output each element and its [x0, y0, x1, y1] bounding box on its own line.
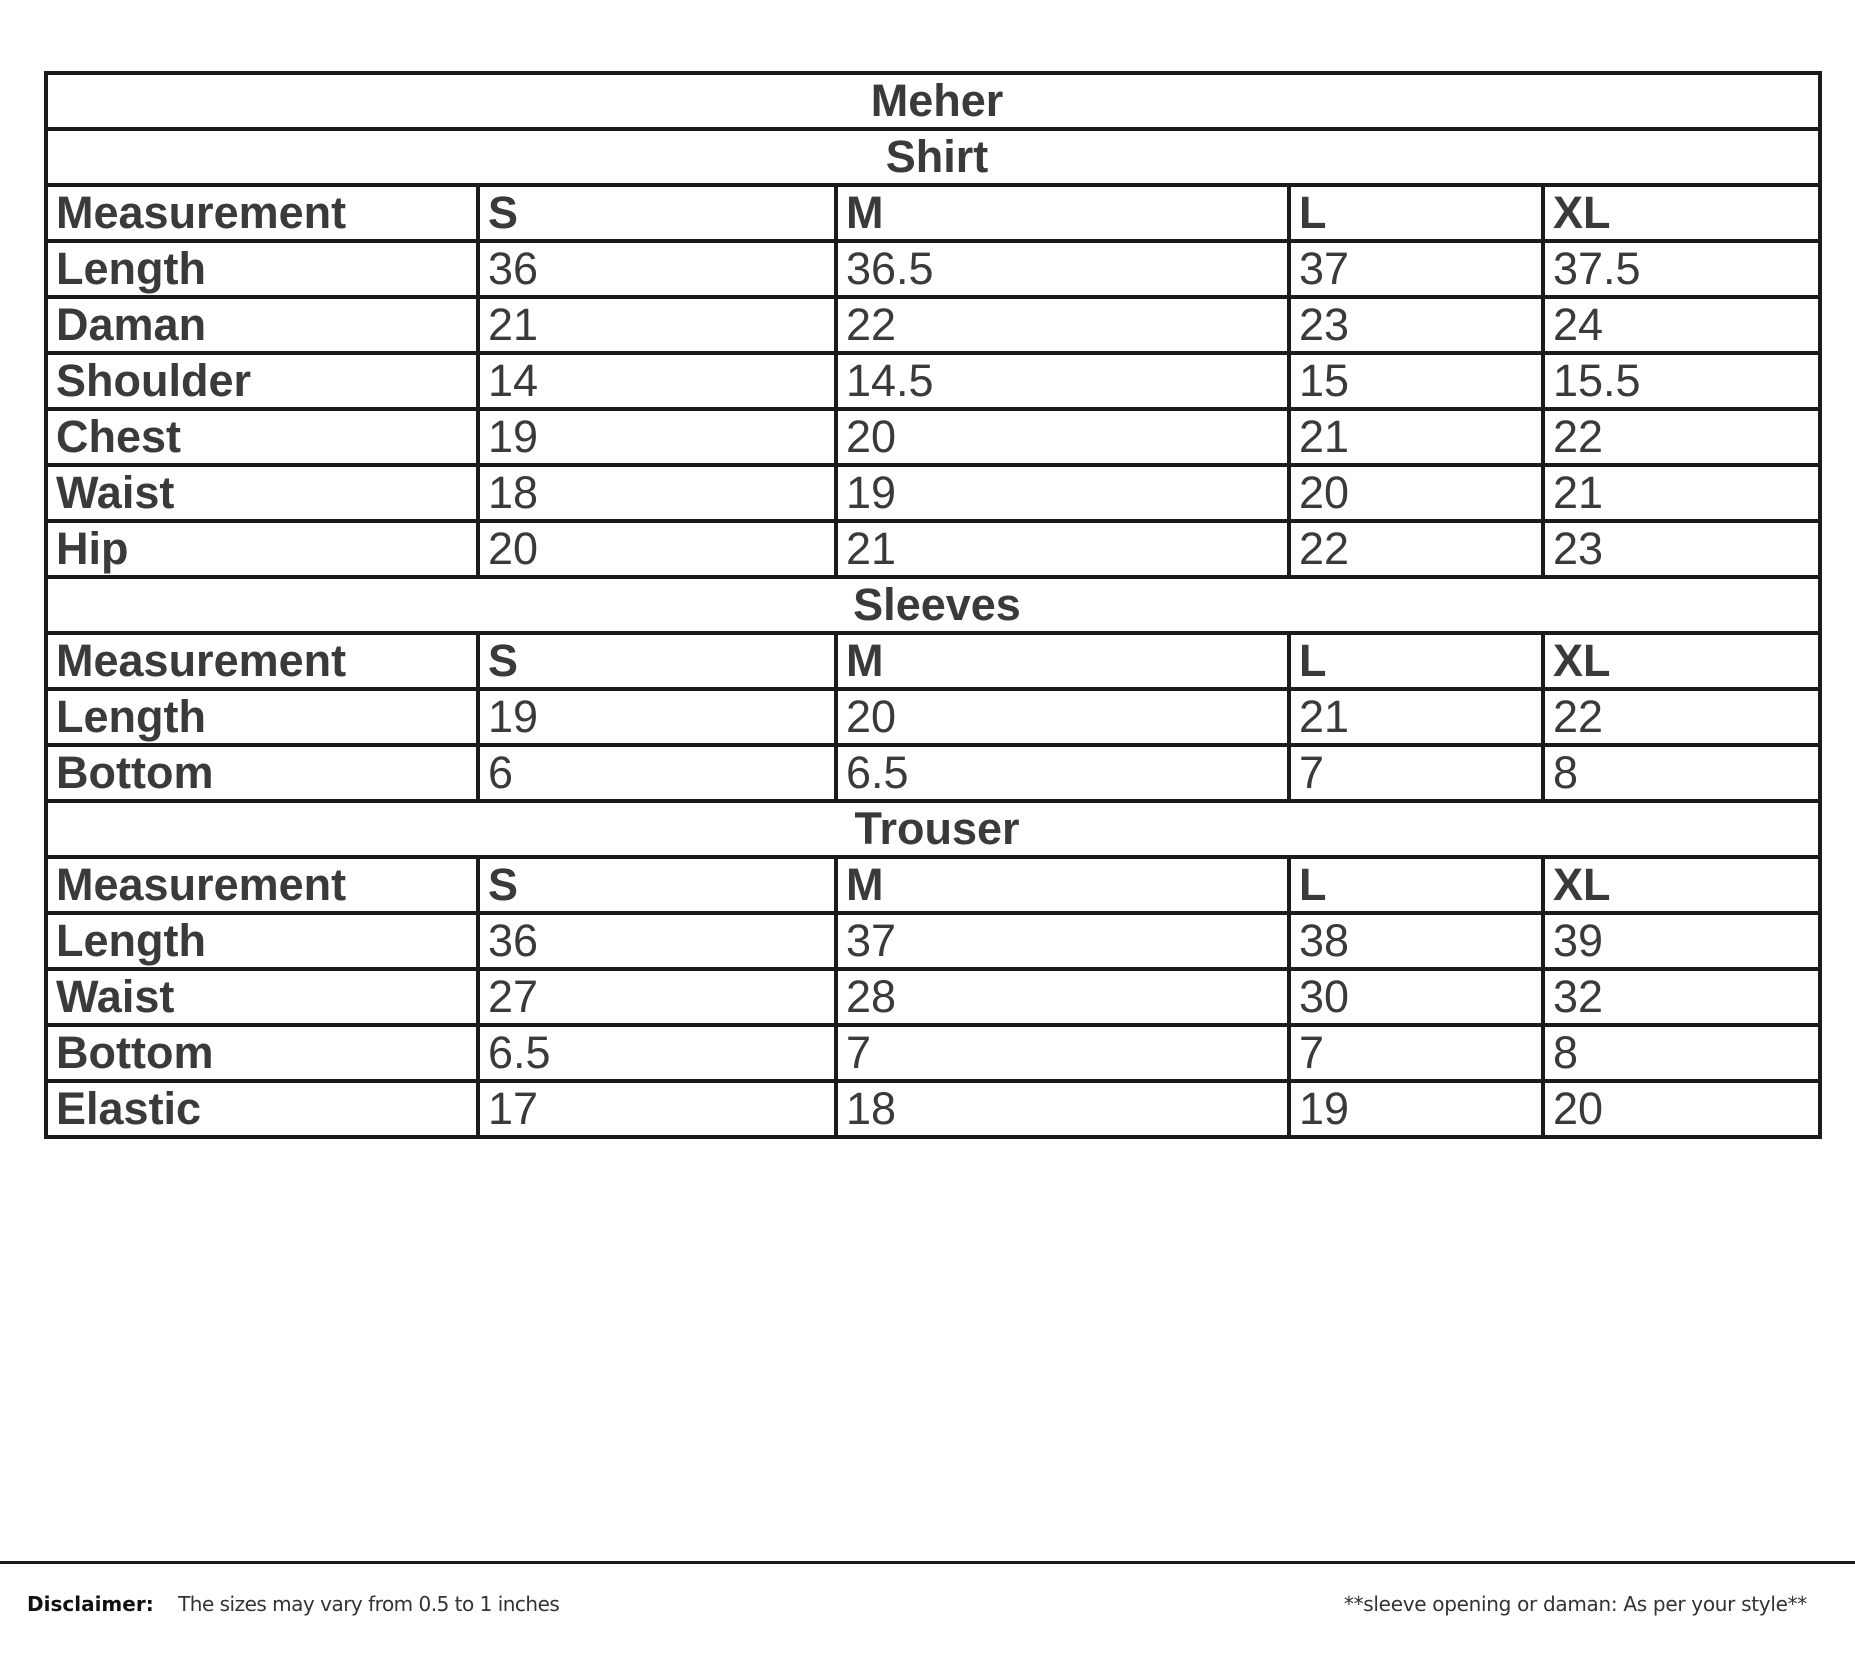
- size-value-xl: 15.5: [1543, 353, 1818, 409]
- style-note: **sleeve opening or daman: As per your style**: [1343, 1592, 1807, 1616]
- row-label: Length: [48, 689, 478, 745]
- size-value-m: 37: [836, 913, 1289, 969]
- column-header-l: L: [1289, 185, 1543, 241]
- size-value-s: 17: [478, 1081, 836, 1135]
- row-label: Daman: [48, 297, 478, 353]
- row-label: Length: [48, 913, 478, 969]
- brand-title: Meher: [48, 75, 1818, 129]
- size-value-xl: 37.5: [1543, 241, 1818, 297]
- row-label: Hip: [48, 521, 478, 577]
- size-value-s: 20: [478, 521, 836, 577]
- shirt-section-title: Shirt: [48, 129, 1818, 185]
- size-value-m: 20: [836, 689, 1289, 745]
- size-value-s: 21: [478, 297, 836, 353]
- column-header-xl: XL: [1543, 857, 1818, 913]
- size-value-s: 6.5: [478, 1025, 836, 1081]
- size-value-s: 18: [478, 465, 836, 521]
- size-value-m: 21: [836, 521, 1289, 577]
- size-value-l: 15: [1289, 353, 1543, 409]
- column-header-s: S: [478, 633, 836, 689]
- table-row: [48, 689, 1818, 745]
- size-value-xl: 22: [1543, 409, 1818, 465]
- size-chart-table: [48, 75, 1818, 1135]
- column-header-l: L: [1289, 857, 1543, 913]
- size-value-m: 22: [836, 297, 1289, 353]
- row-label: Elastic: [48, 1081, 478, 1135]
- size-value-s: 36: [478, 913, 836, 969]
- table-row: [48, 1081, 1818, 1135]
- row-label: Waist: [48, 969, 478, 1025]
- size-value-xl: 24: [1543, 297, 1818, 353]
- disclaimer-text: The sizes may vary from 0.5 to 1 inches: [178, 1592, 560, 1616]
- size-value-xl: 21: [1543, 465, 1818, 521]
- size-value-m: 6.5: [836, 745, 1289, 801]
- size-value-xl: 39: [1543, 913, 1818, 969]
- size-value-s: 6: [478, 745, 836, 801]
- section-title-row: [48, 129, 1818, 185]
- column-header-xl: XL: [1543, 185, 1818, 241]
- size-value-m: 7: [836, 1025, 1289, 1081]
- size-chart: [44, 71, 1822, 1139]
- table-row: [48, 297, 1818, 353]
- size-value-s: 36: [478, 241, 836, 297]
- size-value-m: 14.5: [836, 353, 1289, 409]
- column-header-row: [48, 185, 1818, 241]
- size-value-s: 19: [478, 689, 836, 745]
- size-value-m: 20: [836, 409, 1289, 465]
- size-value-xl: 20: [1543, 1081, 1818, 1135]
- brand-row: [48, 75, 1818, 129]
- size-value-m: 28: [836, 969, 1289, 1025]
- row-label: Waist: [48, 465, 478, 521]
- size-value-m: 36.5: [836, 241, 1289, 297]
- table-row: [48, 521, 1818, 577]
- size-value-xl: 8: [1543, 1025, 1818, 1081]
- column-header-m: M: [836, 633, 1289, 689]
- table-row: [48, 409, 1818, 465]
- table-row: [48, 969, 1818, 1025]
- column-header-measurement: Measurement: [48, 633, 478, 689]
- size-value-xl: 22: [1543, 689, 1818, 745]
- size-value-xl: 8: [1543, 745, 1818, 801]
- row-label: Chest: [48, 409, 478, 465]
- size-value-l: 7: [1289, 745, 1543, 801]
- size-value-l: 21: [1289, 409, 1543, 465]
- size-value-xl: 23: [1543, 521, 1818, 577]
- disclaimer-label: Disclaimer:: [27, 1592, 154, 1616]
- table-row: [48, 465, 1818, 521]
- section-title-row: [48, 801, 1818, 857]
- column-header-row: [48, 857, 1818, 913]
- size-value-xl: 32: [1543, 969, 1818, 1025]
- footer-divider: [0, 1561, 1855, 1564]
- size-value-l: 22: [1289, 521, 1543, 577]
- table-row: [48, 1025, 1818, 1081]
- table-row: [48, 353, 1818, 409]
- table-row: [48, 745, 1818, 801]
- size-value-s: 27: [478, 969, 836, 1025]
- column-header-xl: XL: [1543, 633, 1818, 689]
- section-title-row: [48, 577, 1818, 633]
- size-value-s: 19: [478, 409, 836, 465]
- column-header-l: L: [1289, 633, 1543, 689]
- size-value-m: 18: [836, 1081, 1289, 1135]
- size-value-l: 23: [1289, 297, 1543, 353]
- table-row: [48, 241, 1818, 297]
- column-header-m: M: [836, 185, 1289, 241]
- row-label: Bottom: [48, 1025, 478, 1081]
- column-header-row: [48, 633, 1818, 689]
- column-header-measurement: Measurement: [48, 185, 478, 241]
- size-value-l: 37: [1289, 241, 1543, 297]
- table-row: [48, 913, 1818, 969]
- size-value-l: 38: [1289, 913, 1543, 969]
- column-header-s: S: [478, 857, 836, 913]
- sleeves-section-title: Sleeves: [48, 577, 1818, 633]
- column-header-m: M: [836, 857, 1289, 913]
- size-value-l: 30: [1289, 969, 1543, 1025]
- row-label: Shoulder: [48, 353, 478, 409]
- size-value-l: 20: [1289, 465, 1543, 521]
- column-header-measurement: Measurement: [48, 857, 478, 913]
- disclaimer: [27, 1592, 559, 1616]
- trouser-section-title: Trouser: [48, 801, 1818, 857]
- size-value-l: 7: [1289, 1025, 1543, 1081]
- column-header-s: S: [478, 185, 836, 241]
- size-value-s: 14: [478, 353, 836, 409]
- size-value-l: 21: [1289, 689, 1543, 745]
- size-value-l: 19: [1289, 1081, 1543, 1135]
- row-label: Length: [48, 241, 478, 297]
- size-value-m: 19: [836, 465, 1289, 521]
- row-label: Bottom: [48, 745, 478, 801]
